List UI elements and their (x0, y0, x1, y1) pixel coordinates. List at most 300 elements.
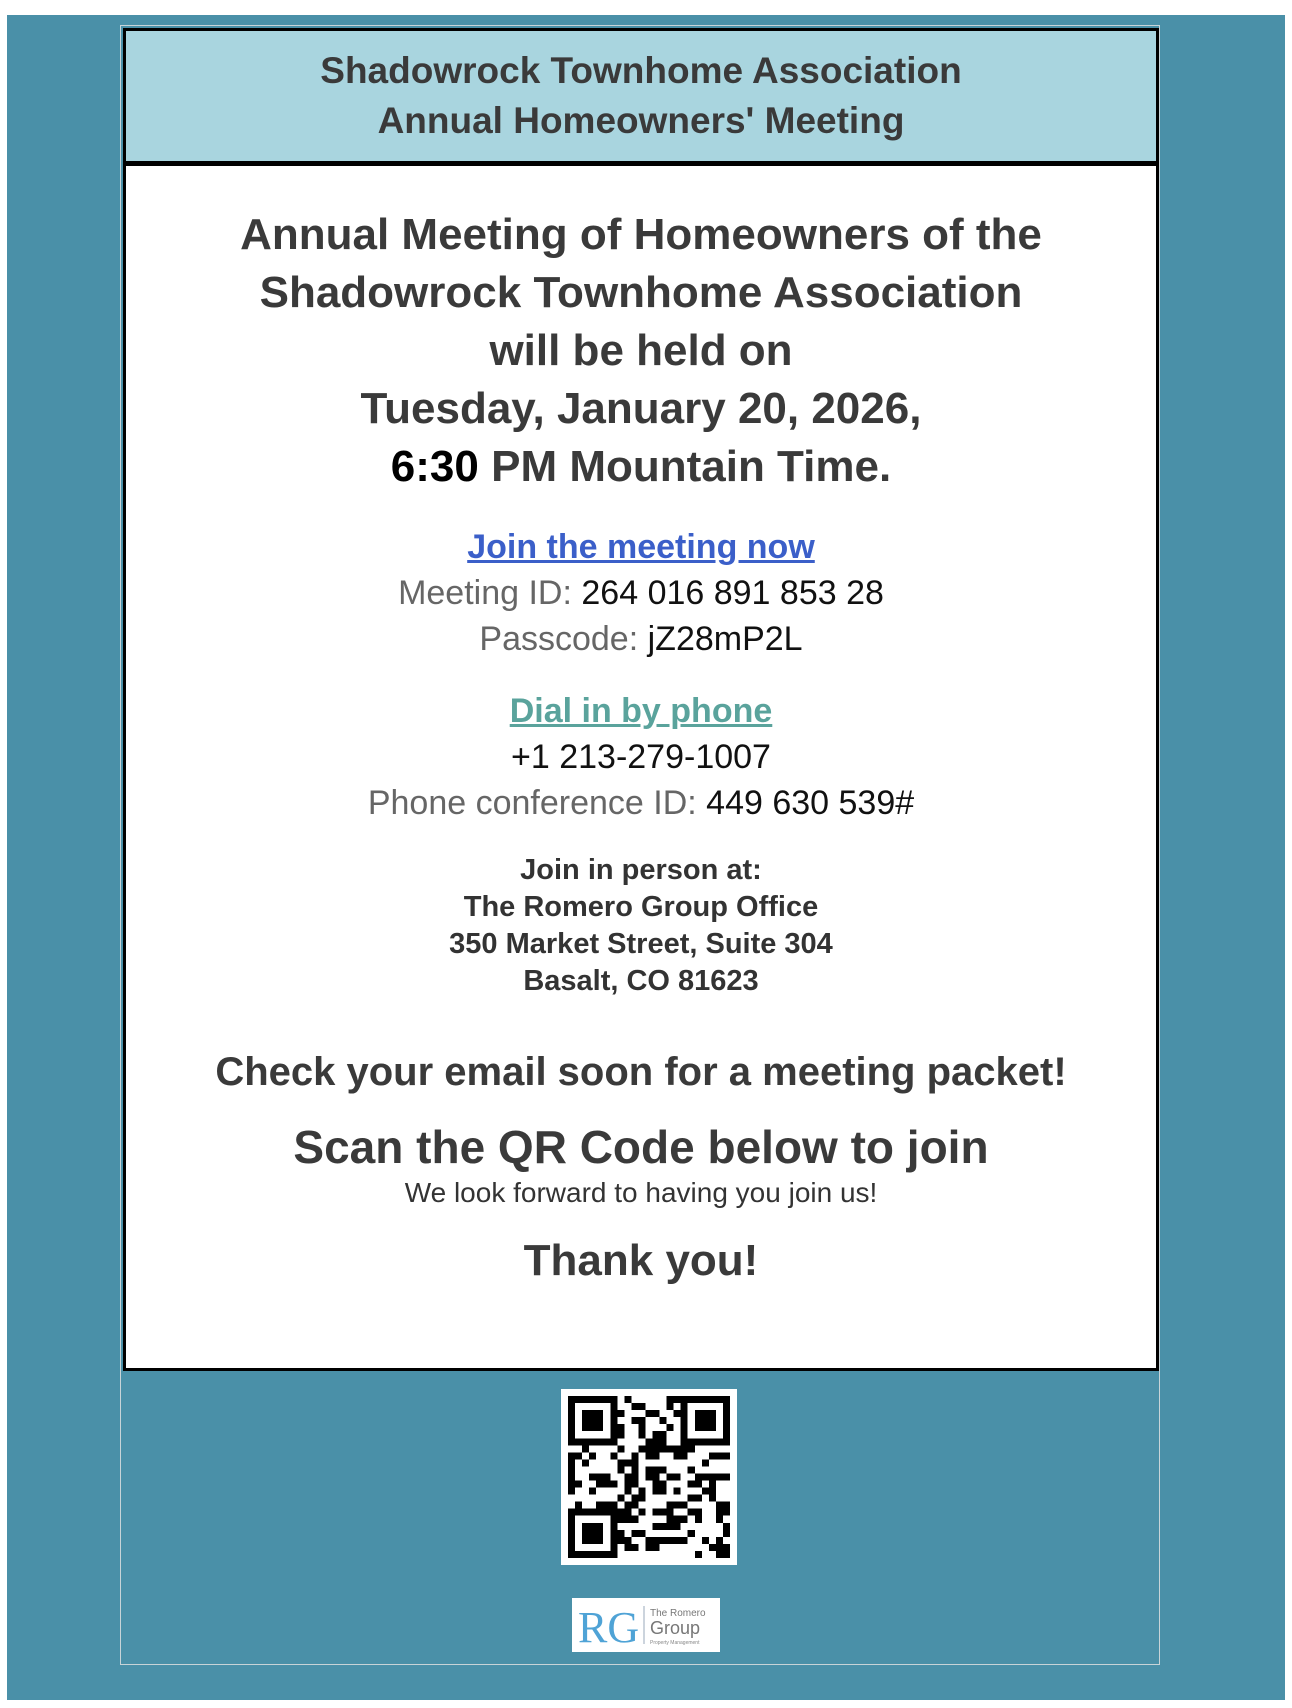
qr-module (645, 1466, 652, 1473)
qr-module (653, 1481, 660, 1488)
qr-module (723, 1396, 730, 1403)
qr-module (610, 1537, 617, 1544)
flyer-header (123, 28, 1159, 166)
qr-module (645, 1445, 652, 1452)
qr-module (603, 1438, 610, 1445)
qr-module (709, 1417, 716, 1424)
qr-module (624, 1502, 631, 1509)
qr-module (582, 1396, 589, 1403)
qr-module (575, 1502, 582, 1509)
thank-you: Thank you! (523, 1236, 759, 1285)
conference-id-label: Phone conference ID: (367, 784, 707, 822)
qr-module (660, 1445, 667, 1452)
header-line-1: Shadowrock Townhome Association (320, 50, 962, 91)
qr-module (667, 1523, 674, 1530)
qr-module (681, 1502, 688, 1509)
qr-module (702, 1459, 709, 1466)
qr-module (660, 1417, 667, 1424)
meeting-id-label: Meeting ID: (398, 574, 582, 612)
qr-module (624, 1396, 631, 1403)
qr-module (645, 1438, 652, 1445)
qr-module (603, 1502, 610, 1509)
qr-module (631, 1459, 638, 1466)
qr-module (624, 1544, 631, 1551)
qr-module (695, 1438, 702, 1445)
qr-module (582, 1410, 589, 1417)
qr-module (575, 1551, 582, 1558)
qr-module (674, 1410, 681, 1417)
qr-module (631, 1530, 638, 1537)
qr-module (723, 1438, 730, 1445)
qr-module (695, 1509, 702, 1516)
qr-module (617, 1424, 624, 1431)
qr-module (653, 1537, 660, 1544)
qr-module (723, 1502, 730, 1509)
qr-module (596, 1417, 603, 1424)
qr-module (603, 1473, 610, 1480)
qr-module (603, 1396, 610, 1403)
qr-module (582, 1537, 589, 1544)
qr-module (568, 1544, 575, 1551)
qr-module (681, 1431, 688, 1438)
qr-module (723, 1473, 730, 1480)
qr-module (589, 1523, 596, 1530)
phone-number: +1 213-279-1007 (511, 738, 771, 776)
qr-module (610, 1530, 617, 1537)
qr-module (610, 1481, 617, 1488)
qr-module (638, 1424, 645, 1431)
qr-module (674, 1516, 681, 1523)
qr-module (624, 1459, 631, 1466)
qr-module (596, 1396, 603, 1403)
qr-module (653, 1431, 660, 1438)
qr-module (610, 1551, 617, 1558)
meeting-date: Tuesday, January 20, 2026, (360, 384, 922, 433)
qr-module (709, 1424, 716, 1431)
qr-module (681, 1516, 688, 1523)
announcement-line-3: will be held on (489, 326, 793, 375)
qr-module (667, 1537, 674, 1544)
passcode-value: jZ28mP2L (647, 620, 803, 658)
qr-module (667, 1473, 674, 1480)
qr-module (653, 1473, 660, 1480)
qr-module (631, 1502, 638, 1509)
in-person-section (126, 852, 1156, 1000)
logo-name-main: Group (650, 1618, 701, 1638)
qr-module (596, 1481, 603, 1488)
qr-module (617, 1530, 624, 1537)
qr-module (568, 1417, 575, 1424)
qr-module (631, 1452, 638, 1459)
qr-module (568, 1424, 575, 1431)
qr-module (709, 1438, 716, 1445)
qr-module (674, 1488, 681, 1495)
qr-module (702, 1438, 709, 1445)
qr-module (575, 1509, 582, 1516)
qr-module (610, 1396, 617, 1403)
qr-module (603, 1481, 610, 1488)
qr-module (589, 1424, 596, 1431)
qr-module (631, 1516, 638, 1523)
qr-module (695, 1410, 702, 1417)
office-name: The Romero Group Office (463, 891, 819, 923)
qr-module (723, 1523, 730, 1530)
qr-module (582, 1551, 589, 1558)
qr-module (582, 1424, 589, 1431)
qr-module (695, 1495, 702, 1502)
announcement-line-1: Annual Meeting of Homeowners of the (240, 210, 1042, 259)
dial-in-link[interactable]: Dial in by phone (509, 692, 773, 730)
qr-module (617, 1410, 624, 1417)
qr-module (702, 1473, 709, 1480)
conference-id-value: 449 630 539# (706, 784, 915, 822)
qr-module (617, 1459, 624, 1466)
qr-module (688, 1445, 695, 1452)
logo-initials: RG (578, 1603, 640, 1652)
qr-module (589, 1551, 596, 1558)
qr-module (645, 1452, 652, 1459)
qr-module (575, 1481, 582, 1488)
qr-module (568, 1488, 575, 1495)
qr-module (653, 1445, 660, 1452)
qr-module (638, 1530, 645, 1537)
romero-group-logo (572, 1598, 720, 1652)
qr-module (653, 1523, 660, 1530)
header-line-2: Annual Homeowners' Meeting (377, 100, 905, 141)
qr-module (638, 1488, 645, 1495)
qr-module (723, 1551, 730, 1558)
qr-module (653, 1509, 660, 1516)
qr-module (568, 1551, 575, 1558)
qr-module (695, 1481, 702, 1488)
qr-module (624, 1481, 631, 1488)
qr-module (660, 1523, 667, 1530)
qr-module (610, 1417, 617, 1424)
passcode-row (126, 616, 1156, 662)
qr-module (610, 1452, 617, 1459)
flyer-body (123, 166, 1159, 1371)
qr-module (709, 1473, 716, 1480)
qr-module (568, 1396, 575, 1403)
qr-module (638, 1431, 645, 1438)
qr-module (603, 1551, 610, 1558)
qr-module (674, 1452, 681, 1459)
meeting-id-row (126, 570, 1156, 616)
qr-code-image (561, 1389, 737, 1565)
qr-module (723, 1403, 730, 1410)
qr-module (695, 1396, 702, 1403)
qr-module (688, 1466, 695, 1473)
qr-module (610, 1516, 617, 1523)
qr-module (716, 1537, 723, 1544)
qr-module (568, 1509, 575, 1516)
qr-module (582, 1459, 589, 1466)
online-join-section (126, 524, 1156, 662)
qr-module (723, 1424, 730, 1431)
qr-module (589, 1396, 596, 1403)
qr-module (667, 1424, 674, 1431)
logo-name-top: The Romero (650, 1608, 706, 1619)
qr-module (702, 1537, 709, 1544)
qr-module (653, 1452, 660, 1459)
qr-module (674, 1445, 681, 1452)
qr-module (638, 1495, 645, 1502)
qr-module (575, 1396, 582, 1403)
qr-module (660, 1481, 667, 1488)
meeting-time (126, 438, 1156, 496)
qr-module (695, 1473, 702, 1480)
qr-module (716, 1438, 723, 1445)
qr-module (596, 1473, 603, 1480)
qr-module (674, 1523, 681, 1530)
qr-code[interactable] (561, 1389, 737, 1565)
qr-module (660, 1431, 667, 1438)
conference-id-row (126, 780, 1156, 826)
qr-module (709, 1396, 716, 1403)
qr-module (610, 1544, 617, 1551)
qr-module (709, 1452, 716, 1459)
qr-module (624, 1488, 631, 1495)
qr-module (688, 1530, 695, 1537)
qr-module (631, 1466, 638, 1473)
qr-module (667, 1502, 674, 1509)
qr-module (716, 1516, 723, 1523)
qr-module (695, 1417, 702, 1424)
qr-module (596, 1424, 603, 1431)
qr-module (624, 1473, 631, 1480)
qr-module (645, 1473, 652, 1480)
qr-module (624, 1537, 631, 1544)
qr-module (568, 1459, 575, 1466)
qr-module (582, 1530, 589, 1537)
qr-module (568, 1438, 575, 1445)
passcode-label: Passcode: (479, 620, 648, 658)
qr-module (596, 1509, 603, 1516)
qr-module (610, 1509, 617, 1516)
qr-module (681, 1445, 688, 1452)
qr-module (582, 1438, 589, 1445)
qr-module (688, 1509, 695, 1516)
qr-module (702, 1396, 709, 1403)
email-notice: Check your email soon for a meeting packet! (215, 1050, 1067, 1094)
qr-module (638, 1417, 645, 1424)
qr-module (603, 1509, 610, 1516)
qr-module (667, 1396, 674, 1403)
qr-module (723, 1431, 730, 1438)
qr-module (596, 1537, 603, 1544)
qr-module (631, 1473, 638, 1480)
qr-module (568, 1452, 575, 1459)
qr-module (716, 1396, 723, 1403)
office-city: Basalt, CO 81623 (523, 965, 759, 997)
scan-qr-heading: Scan the QR Code below to join (293, 1121, 989, 1173)
qr-module (645, 1410, 652, 1417)
qr-module (575, 1452, 582, 1459)
qr-module (660, 1438, 667, 1445)
qr-module (660, 1466, 667, 1473)
qr-module (709, 1495, 716, 1502)
qr-module (575, 1438, 582, 1445)
qr-module (674, 1396, 681, 1403)
qr-module (702, 1410, 709, 1417)
qr-module (589, 1488, 596, 1495)
qr-module (653, 1410, 660, 1417)
qr-module (568, 1431, 575, 1438)
qr-module (709, 1544, 716, 1551)
meeting-time-value: 6:30 (390, 442, 479, 491)
qr-module (568, 1473, 575, 1480)
qr-module (617, 1495, 624, 1502)
meeting-time-suffix: PM Mountain Time. (478, 442, 892, 491)
qr-module (568, 1410, 575, 1417)
qr-module (681, 1438, 688, 1445)
qr-module (681, 1424, 688, 1431)
qr-module (596, 1410, 603, 1417)
qr-module (645, 1544, 652, 1551)
qr-module (610, 1438, 617, 1445)
qr-module (610, 1431, 617, 1438)
qr-module (610, 1403, 617, 1410)
qr-module (709, 1410, 716, 1417)
qr-module (723, 1544, 730, 1551)
qr-module (638, 1403, 645, 1410)
qr-module (674, 1537, 681, 1544)
qr-module (568, 1523, 575, 1530)
qr-module (617, 1509, 624, 1516)
look-forward-text: We look forward to having you join us! (404, 1177, 878, 1208)
qr-module (596, 1502, 603, 1509)
qr-module (645, 1537, 652, 1544)
qr-module (596, 1438, 603, 1445)
qr-module (617, 1516, 624, 1523)
qr-module (695, 1551, 702, 1558)
qr-module (596, 1530, 603, 1537)
qr-module (681, 1537, 688, 1544)
qr-module (589, 1473, 596, 1480)
qr-module (688, 1495, 695, 1502)
qr-module (582, 1445, 589, 1452)
qr-module (617, 1431, 624, 1438)
qr-module (653, 1466, 660, 1473)
qr-module (723, 1452, 730, 1459)
qr-module (617, 1466, 624, 1473)
meeting-id-value: 264 016 891 853 28 (581, 574, 884, 612)
qr-module (617, 1537, 624, 1544)
qr-module (688, 1396, 695, 1403)
qr-module (660, 1537, 667, 1544)
qr-module (723, 1410, 730, 1417)
qr-module (596, 1523, 603, 1530)
qr-module (610, 1523, 617, 1530)
qr-module (723, 1530, 730, 1537)
qr-module (624, 1509, 631, 1516)
qr-module (631, 1544, 638, 1551)
qr-module (660, 1488, 667, 1495)
qr-module (695, 1516, 702, 1523)
qr-module (589, 1417, 596, 1424)
qr-module (653, 1438, 660, 1445)
qr-module (667, 1403, 674, 1410)
qr-module (653, 1544, 660, 1551)
qr-module (716, 1473, 723, 1480)
qr-module (653, 1488, 660, 1495)
qr-module (702, 1488, 709, 1495)
qr-module (568, 1516, 575, 1523)
qr-module (667, 1509, 674, 1516)
qr-module (589, 1438, 596, 1445)
announcement-line-2: Shadowrock Townhome Association (259, 268, 1023, 317)
qr-module (723, 1417, 730, 1424)
join-meeting-link[interactable]: Join the meeting now (467, 528, 815, 566)
qr-module (568, 1403, 575, 1410)
qr-module (589, 1509, 596, 1516)
qr-module (702, 1424, 709, 1431)
qr-module (596, 1551, 603, 1558)
qr-module (624, 1516, 631, 1523)
romero-group-logo-image (572, 1598, 720, 1652)
qr-module (610, 1410, 617, 1417)
qr-module (582, 1523, 589, 1530)
qr-module (667, 1445, 674, 1452)
qr-module (631, 1417, 638, 1424)
qr-module (610, 1502, 617, 1509)
qr-module (716, 1551, 723, 1558)
phone-join-section (126, 688, 1156, 826)
qr-module (702, 1417, 709, 1424)
qr-module (681, 1410, 688, 1417)
in-person-heading: Join in person at: (520, 854, 762, 886)
qr-module (667, 1516, 674, 1523)
qr-module (589, 1410, 596, 1417)
qr-module (589, 1530, 596, 1537)
qr-module (716, 1502, 723, 1509)
qr-module (681, 1396, 688, 1403)
qr-module (638, 1445, 645, 1452)
qr-module (582, 1509, 589, 1516)
logo-name-sub: Property Management (650, 1640, 700, 1646)
qr-module (631, 1403, 638, 1410)
qr-module (716, 1452, 723, 1459)
qr-module (688, 1438, 695, 1445)
qr-module (660, 1509, 667, 1516)
qr-module (589, 1452, 596, 1459)
qr-module (568, 1466, 575, 1473)
qr-module (568, 1481, 575, 1488)
qr-module (617, 1445, 624, 1452)
qr-module (631, 1495, 638, 1502)
office-street: 350 Market Street, Suite 304 (449, 928, 833, 960)
meeting-announcement (126, 206, 1156, 496)
qr-module (723, 1509, 730, 1516)
qr-module (610, 1424, 617, 1431)
qr-module (681, 1417, 688, 1424)
qr-module (568, 1537, 575, 1544)
qr-module (716, 1509, 723, 1516)
qr-module (716, 1544, 723, 1551)
qr-module (688, 1481, 695, 1488)
qr-module (709, 1488, 716, 1495)
qr-module (589, 1537, 596, 1544)
qr-module (709, 1481, 716, 1488)
qr-module (681, 1452, 688, 1459)
qr-module (582, 1417, 589, 1424)
qr-module (681, 1403, 688, 1410)
qr-module (674, 1473, 681, 1480)
qr-module (695, 1424, 702, 1431)
qr-module (638, 1509, 645, 1516)
qr-module (631, 1481, 638, 1488)
qr-module (568, 1530, 575, 1537)
